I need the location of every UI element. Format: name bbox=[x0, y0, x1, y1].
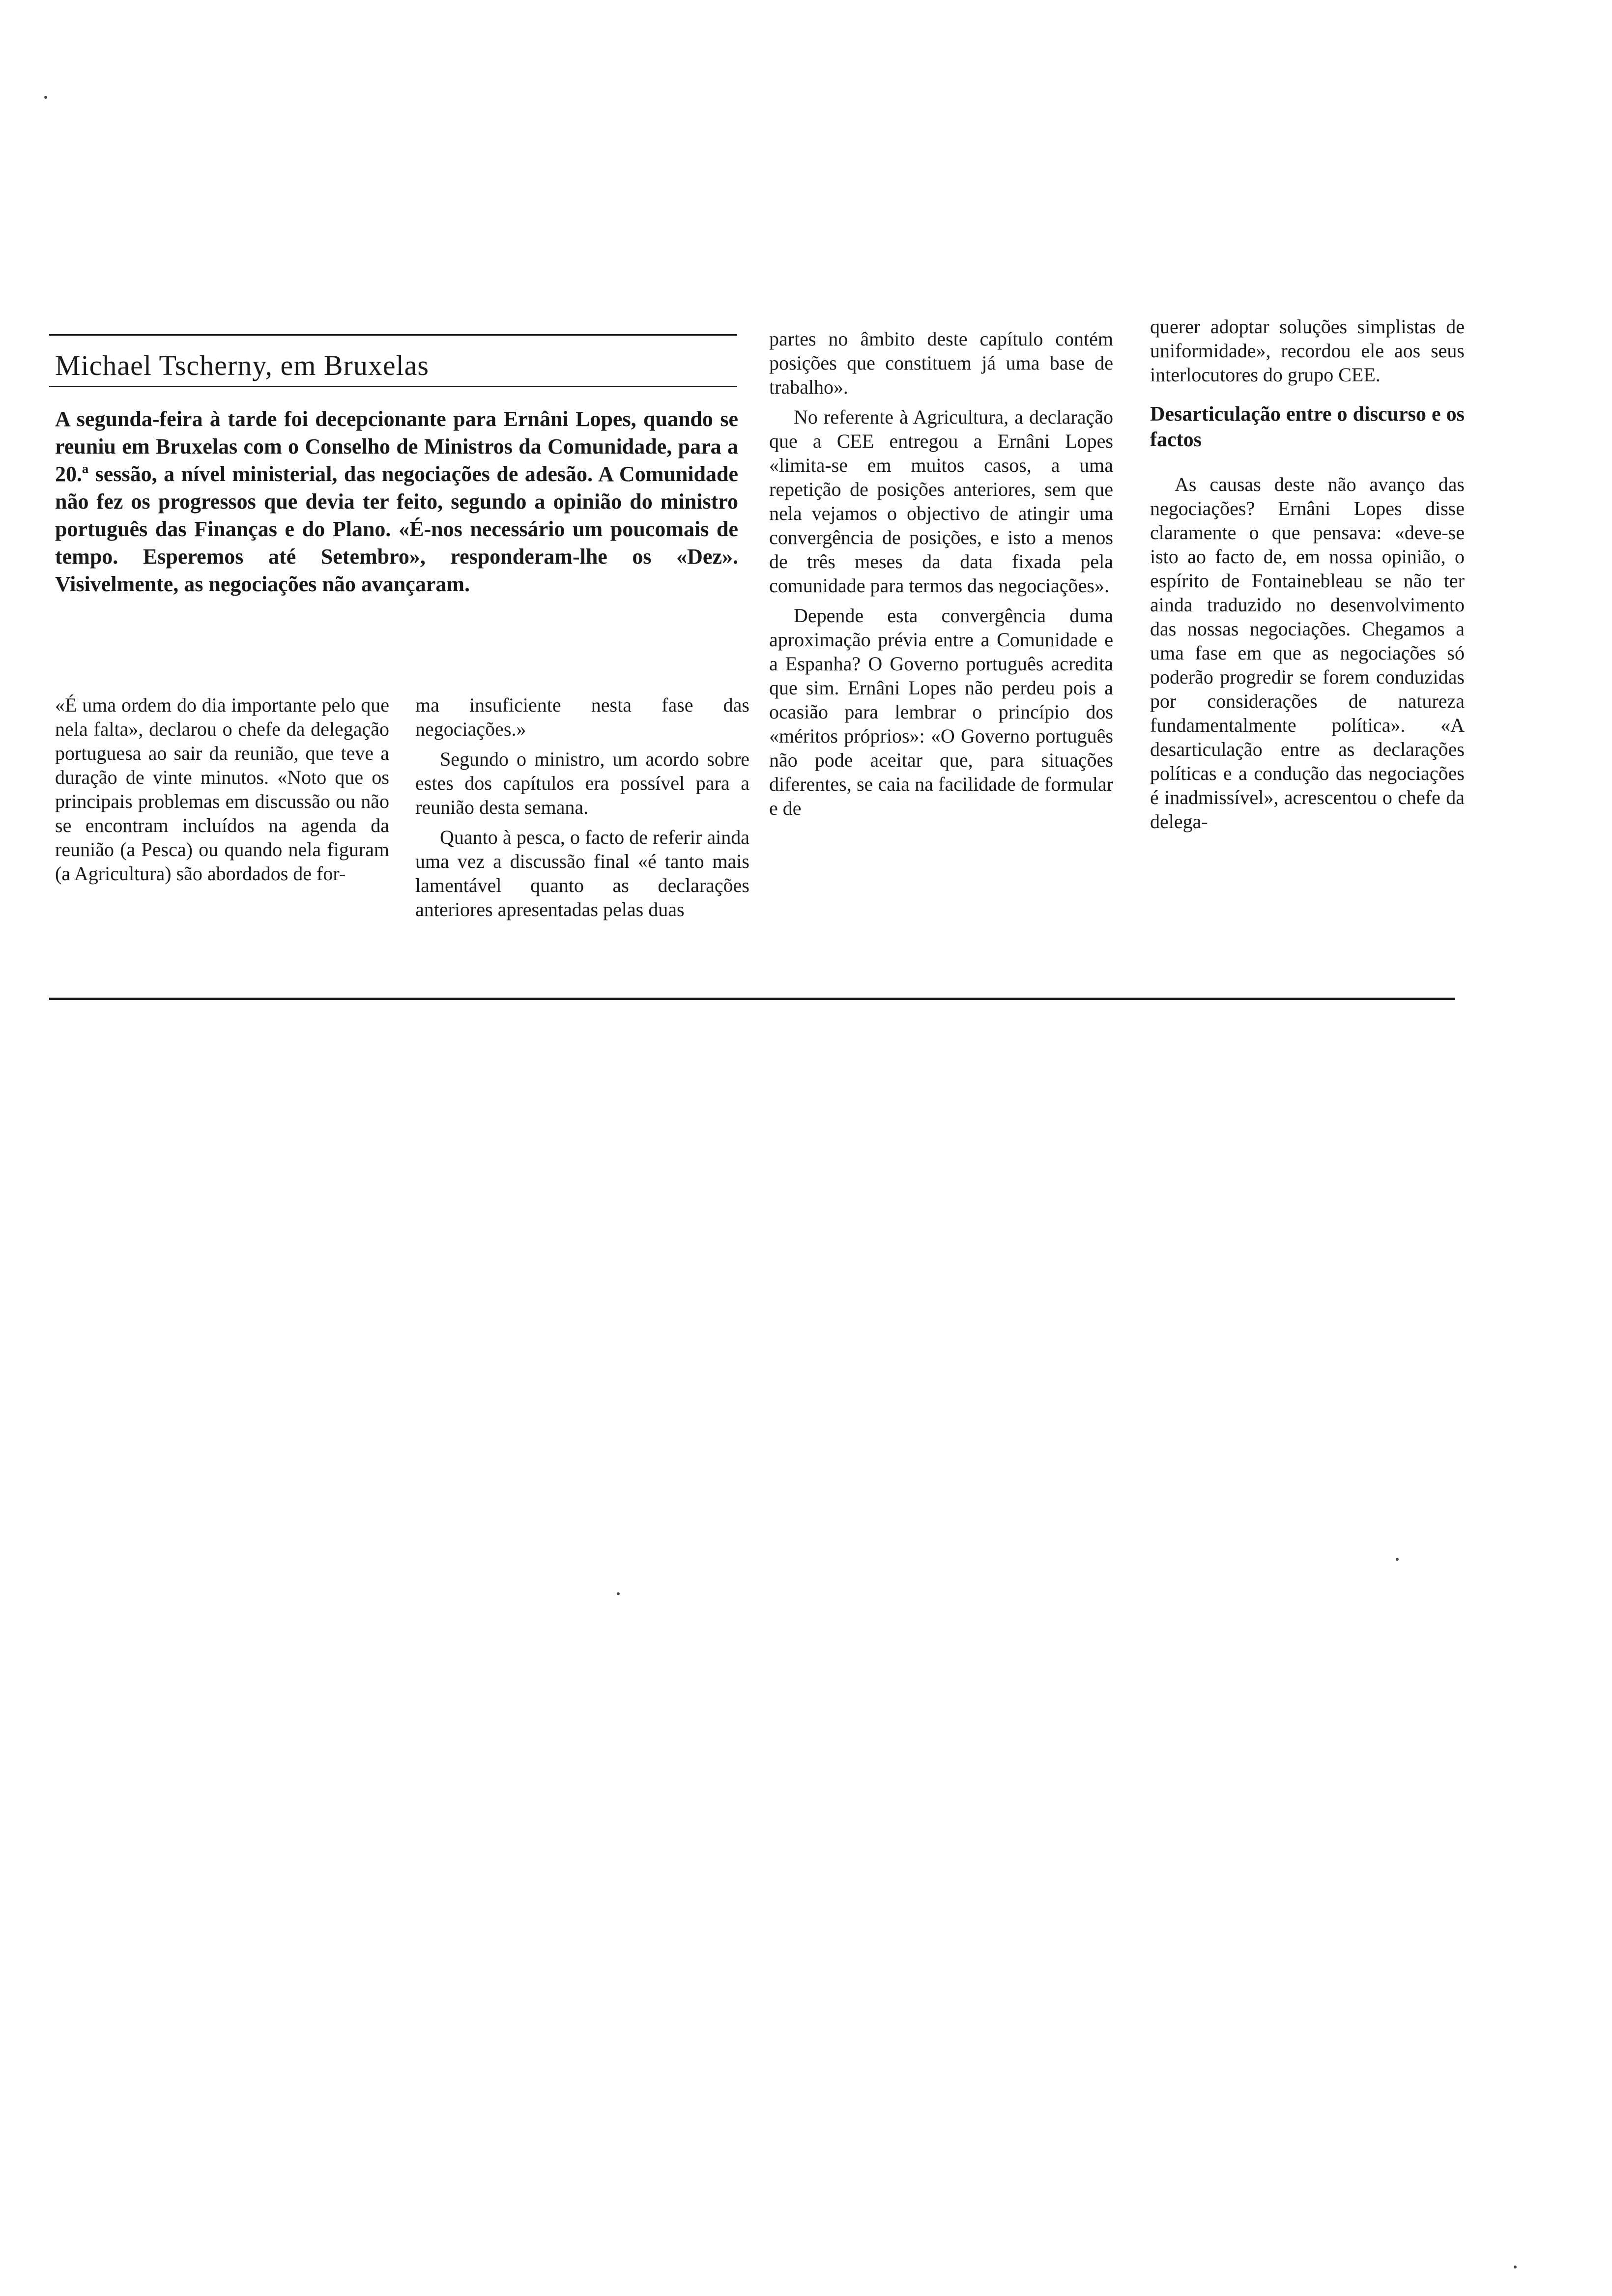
column-2 bbox=[415, 693, 749, 927]
scan-speck bbox=[44, 96, 47, 99]
scan-speck bbox=[617, 1592, 620, 1595]
scan-speck bbox=[1396, 1558, 1399, 1561]
subheading: Desarticulação entre o discurso e os factos bbox=[1150, 403, 1465, 451]
paragraph: Depende esta convergência duma aproximação prévia entre a Comunidade e a Espanha? O Governo português acredita que sim. Ernâni Lopes não perdeu pois a ocasião para lembrar o princípio dos «méritos próprios»: «O Governo português não pode aceitar que, para situações diferentes, se caia na facilidade de formular e de bbox=[769, 604, 1113, 819]
paragraph: ma insuficiente nesta fase das negociações.» bbox=[415, 694, 749, 740]
byline-rule bbox=[49, 386, 737, 387]
paragraph: Segundo o ministro, um acordo sobre estes dos capítulos era possível para a reunião desta semana. bbox=[415, 748, 749, 818]
column-3 bbox=[769, 327, 1113, 826]
paragraph: As causas deste não avanço das negociações? Ernâni Lopes disse claramente o que pensava: «deve-se isto ao facto de, em nossa opinião, o espírito de Fontainebleau se não ter ainda traduzido no desenvolvimento das nossas negociações. Chegamos a uma fase em que as negociações só poderão progredir se forem conduzidas por considerações de natureza fundamentalmente política». «A desarticulação entre as declarações políticas e a condução das negociações é inadmissível», acrescentou o chefe da delega- bbox=[1150, 473, 1465, 832]
paragraph: partes no âmbito deste capítulo contém posições que constituem já uma base de trabalho». bbox=[769, 328, 1113, 398]
paragraph: «É uma ordem do dia importante pelo que nela falta», declarou o chefe da delegação portuguesa ao sair da reunião, que teve a duração de vinte minutos. «Noto que os principais problemas em discussão ou não se encontram incluídos na agenda da reunião (a Pesca) ou quando nela figuram (a Agricultura) são abordados de for- bbox=[55, 694, 389, 885]
byline: Michael Tscherny, em Bruxelas bbox=[55, 349, 429, 381]
column-4 bbox=[1150, 315, 1465, 839]
column-1 bbox=[55, 693, 389, 891]
lead-paragraph: A segunda-feira à tarde foi decepcionante para Ernâni Lopes, quando se reuniu em Bruxelas com o Conselho de Ministros da Comunidade, para a 20.ª sessão, a nível ministerial, das negociações de adesão. A Comunidade não fez os progressos que devia ter feito, segundo a opinião do ministro português das Finanças e do Plano. «É-nos necessário um poucomais de tempo. Esperemos até Setembro», responderam-lhe os «Dez». Visivelmente, as negociações não avançaram. bbox=[55, 407, 738, 596]
paragraph: querer adoptar soluções simplistas de uniformidade», recordou ele aos seus interlocutores do grupo CEE. bbox=[1150, 316, 1465, 386]
paragraph: No referente à Agricultura, a declaração que a CEE entregou a Ernâni Lopes «limita-se em muitos casos, a uma repetição de posições anteriores, sem que nela vejamos o objectivo de atingir uma convergência de posições, e isto a menos de três meses da data fixada pela comunidade para termos das negociações». bbox=[769, 406, 1113, 597]
top-rule bbox=[49, 334, 737, 336]
newspaper-clipping bbox=[49, 305, 1465, 1017]
paragraph: Quanto à pesca, o facto de referir ainda uma vez a discussão final «é tanto mais lamentável quanto as declarações anteriores apresentadas pelas duas bbox=[415, 826, 749, 920]
bottom-rule bbox=[49, 998, 1455, 1000]
scan-speck bbox=[1514, 2266, 1517, 2268]
